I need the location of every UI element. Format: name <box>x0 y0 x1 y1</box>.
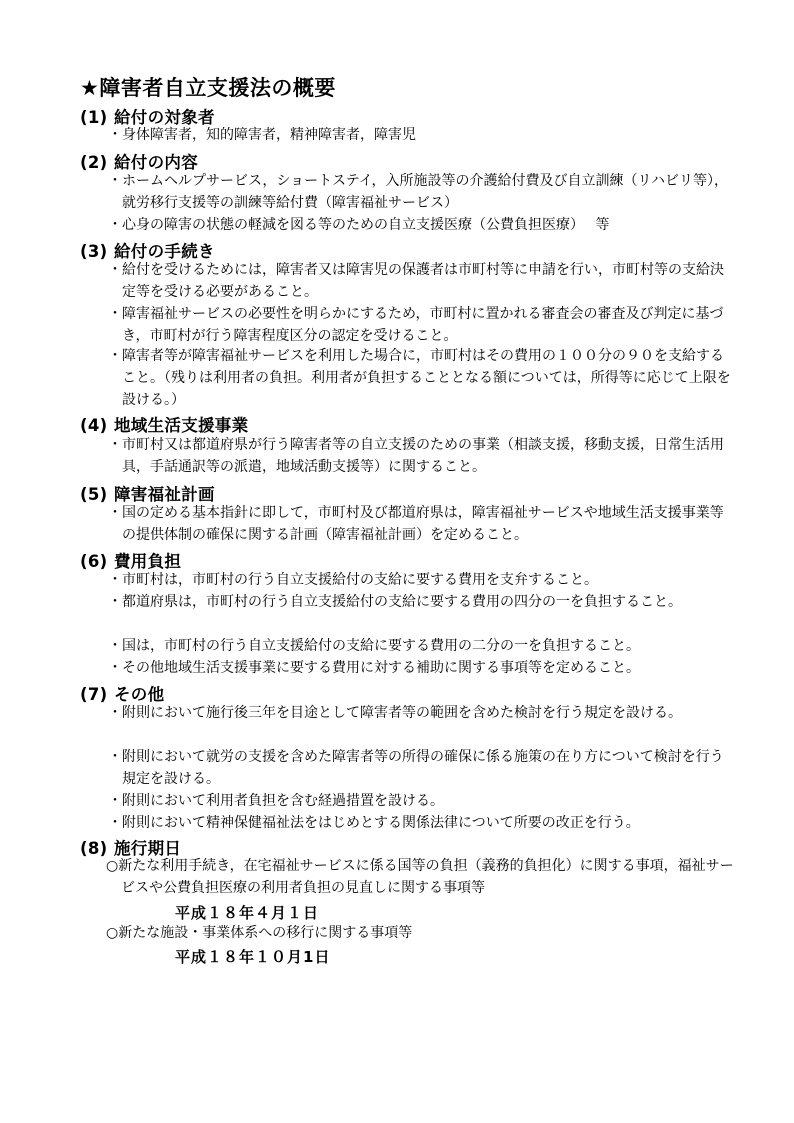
section-7-item-2: ・附則において就労の支援を含めた障害者等の所得の確保に係る施策の在り方について検討を行う規定を設ける。 <box>108 749 724 787</box>
section-4-item-1: ・市町村又は都道府県が行う障害者等の自立支援のための事業（相談支援，移動支援，日常生活用具，手話通訳等の派遣，地域活動支援等）に関すること。 <box>108 437 724 475</box>
section-heading-3: (3) 給付の手続き <box>80 242 215 261</box>
effective-date-1: 平成１８年４月１日 <box>175 904 320 922</box>
section-3-item-3: ・障害者等が障害福祉サービスを利用した場合に，市町村はその費用の１００分の９０を支給すること。（残りは利用者の負担。利用者が負担することとなる額については，所得等に応じて上限を設ける。） <box>108 348 731 408</box>
section-6-item-1: ・市町村は，市町村の行う自立支援給付の支給に要する費用を支弁すること。 <box>108 572 598 588</box>
section-7-item-1: ・附則において施行後三年を目途として障害者等の範囲を含めた検討を行う規定を設ける。 <box>108 705 682 721</box>
effective-item-1: ○新たな利用手続き，在宅福祉サービスに係る国等の負担（義務的負担化）に関する事項，福祉サービスや公費負担医療の利用者負担の見直しに関する事項等 <box>106 858 734 896</box>
section-5-item-1: ・国の定める基本指針に即して，市町村及び都道府県は，障害福祉サービスや地域生活支援事業等の提供体制の確保に関する計画（障害福祉計画）を定めること。 <box>108 505 724 543</box>
document-title: ★障害者自立支援法の概要 <box>80 76 336 100</box>
section-1-item-1: ・身体障害者，知的障害者，精神障害者，障害児 <box>108 127 416 143</box>
section-6-item-3: ・国は，市町村の行う自立支援給付の支給に要する費用の二分の一を負担すること。 <box>108 638 640 654</box>
section-heading-8: (8) 施行期日 <box>80 839 182 858</box>
section-2-item-1: ・ホームヘルプサービス，ショートステイ，入所施設等の介護給付費及び自立訓練（リハビリ等），就労移行支援等の訓練等給付費（障害福祉サービス） <box>108 173 729 211</box>
section-heading-6: (6) 費用負担 <box>80 552 182 571</box>
section-3-item-2: ・障害福祉サービスの必要性を明らかにするため，市町村に置かれる審査会の審査及び判定に基づき，市町村が行う障害程度区分の認定を受けること。 <box>108 306 724 344</box>
section-heading-2: (2) 給付の内容 <box>80 153 198 172</box>
section-3-item-1: ・給付を受けるためには，障害者又は障害児の保護者は市町村等に申請を行い，市町村等の支給決定等を受ける必要があること。 <box>108 262 724 300</box>
section-heading-1: (1) 給付の対象者 <box>80 108 215 127</box>
section-7-item-4: ・附則において精神保健福祉法をはじめとする関係法律について所要の改正を行う。 <box>108 815 640 831</box>
section-2-item-2: ・心身の障害の状態の軽減を図る等のための自立支援医療（公費負担医療） 等 <box>108 217 610 233</box>
section-6-item-4: ・その他地域生活支援事業に要する費用に対する補助に関する事項等を定めること。 <box>108 660 640 676</box>
section-heading-7: (7) その他 <box>80 685 165 704</box>
section-6-item-2: ・都道府県は，市町村の行う自立支援給付の支給に要する費用の四分の一を負担すること。 <box>108 594 682 610</box>
effective-item-2: ○新たな施設・事業体系への移行に関する事項等 <box>106 925 413 941</box>
section-heading-5: (5) 障害福祉計画 <box>80 485 215 504</box>
section-heading-4: (4) 地域生活支援事業 <box>80 416 249 435</box>
section-7-item-3: ・附則において利用者負担を含む経過措置を設ける。 <box>108 793 444 809</box>
effective-date-2: 平成１８年１０月1日 <box>175 948 331 966</box>
